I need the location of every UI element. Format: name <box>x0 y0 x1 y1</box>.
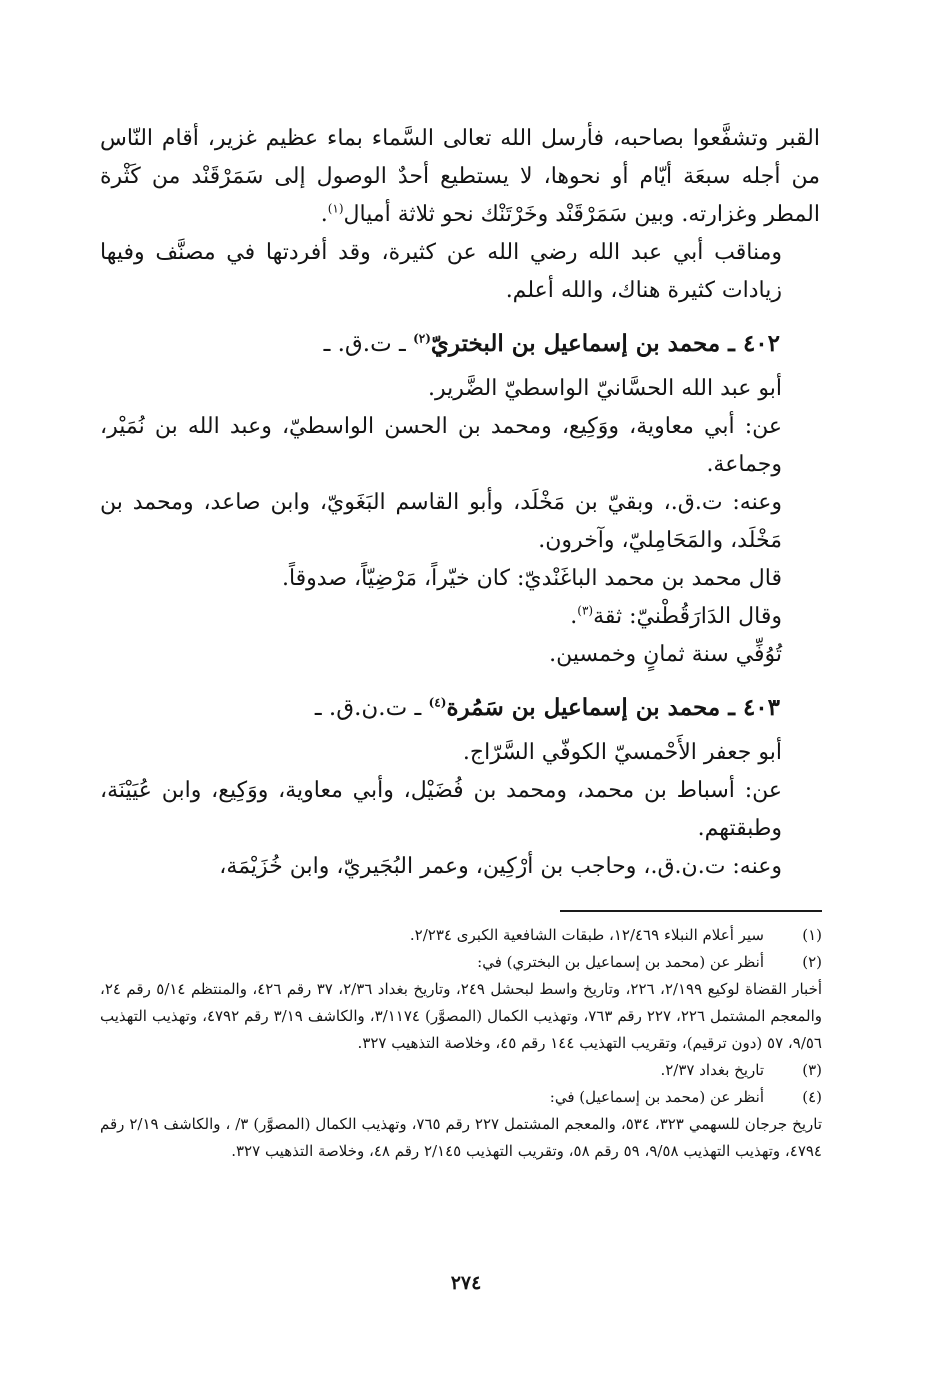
entry-402-heading: ٤٠٢ ـ محمد بن إسماعيل بن البختريّ$^{(٢)}$ ـ ت.ق. ـ <box>323 330 780 357</box>
footnote-4: (٤)أنظر عن (محمد بن إسماعيل) في: <box>549 1088 822 1106</box>
entry-402-students: وعنه: ت.ق.، وبقيّ بن مَخْلَد، وأبو القاسم البَغَويّ، وابن صاعد، ومحمد بن مَخْلَد، والمَحَامِليّ، وآخرون. <box>100 490 782 553</box>
footnote-2: (٢)أنظر عن (محمد بن إسماعيل بن البختري) في: <box>477 953 822 971</box>
footnote-4-sources: تاريخ جرجان للسهمي ٣٢٣، ٥٣٤، والمعجم المشتمل ٢٢٧ رقم ٧٦٥، وتهذيب الكمال (المصوَّر) ٣/ ، والكاشف ٢/١٩ رقم ٤٧٩٤، وتهذيب التهذيب ٩/٥٨، ٥٩ رقم ٥٨، وتقريب التهذيب ٢/١٤٥ رقم ٤٨، وخلاصة التذهيب ٣٢٧. <box>100 1115 822 1160</box>
entry-403-teachers: عن: أسباط بن محمد، ومحمد بن فُضَيْل، وأبي معاوية، ووَكِيع، وابن عُيَيْنَة، وطبقتهم. <box>100 778 782 841</box>
entry-402-quote-daraqutni: وقال الدَارَقُطْنيّ: ثقة$^{(٣)}$. <box>570 603 782 629</box>
footnote-3: (٣)تاريخ بغداد ٢/٣٧. <box>660 1061 822 1079</box>
entry-403-kunya: أبو جعفر الأَحْمسيّ الكوفّي السَّرّاج. <box>462 740 782 765</box>
footnote-ref-4: (٤) <box>428 695 447 710</box>
entry-403-heading: ٤٠٣ ـ محمد بن إسماعيل بن سَمُرة$^{(٤)}$ ـ ت.ن.ق. ـ <box>314 694 780 721</box>
footnote-ref-1: (١) <box>327 201 344 216</box>
footnotes <box>100 922 822 1165</box>
entry-403-students: وعنه: ت.ن.ق.، وحاجب بن أرْكِين، وعمر البُجَيريّ، وابن خُزَيْمَة، <box>219 854 782 879</box>
entry-402-kunya: أبو عبد الله الحسَّانيّ الواسطيّ الضَّرير. <box>428 376 782 401</box>
page-number: ٢٧٤ <box>450 1272 482 1294</box>
footnote-1: (١)سير أعلام النبلاء ١٢/٤٦٩، طبقات الشافعية الكبرى ٢/٢٣٤. <box>409 926 822 944</box>
paragraph-manaqib: ومناقب أبي عبد الله رضي الله عن كثيرة، وقد أفردتها في مصنَّف وفيها زيادات كثيرة هناك، والله أعلم. <box>100 240 782 303</box>
entry-402-teachers: عن: أبي معاوية، ووَكِيع، ومحمد بن الحسن الواسطيّ، وعبد الله بن نُمَيْر، وجماعة. <box>100 414 782 477</box>
footnote-ref-3: (٣) <box>577 603 594 618</box>
paragraph-continuation: القبر وتشفَّعوا بصاحبه، فأرسل الله تعالى السَّماء بماء عظيم غزير، أقام النّاس من أجله سبعَة أيّام أو نحوها، لا يستطيع أحدٌ الوصول إلى سَمَرْقَنْد من كَثْرة المطر وغزارته. وبين سَمَرْقَنْد وخَرْتَنْك نحو ثلاثة أميال$^{(١)}$. <box>100 126 820 227</box>
entry-402-quote-baghandi: قال محمد بن محمد الباغَنْديّ: كان خيّراً، مَرْضِيّاً، صدوقاً. <box>281 566 782 591</box>
entry-402-death: تُوُفِّي سنة ثمانٍ وخمسين. <box>549 642 782 667</box>
footnote-ref-2: (٢) <box>413 331 431 346</box>
footnote-2-sources: أخبار القضاة لوكيع ٢/١٩٩، ٢٢٦، وتاريخ واسط لبحشل ٢٤٩، وتاريخ بغداد ٢/٣٦، ٣٧ رقم ٤٢٦، والمنتظم ٥/١٤ رقم ٢٤، والمعجم المشتمل ٢٢٦، ٢٢٧ رقم ٧٦٣، وتهذيب الكمال (المصوَّر) ٣/١١٧٤، والكاشف ٣/١٩ رقم ٤٧٩٢، وتهذيب التهذيب ٩/٥٦، ٥٧ (دون ترقيم)، وتقريب التهذيب ١٤٤ رقم ٤٥، وخلاصة التذهيب ٣٢٧. <box>100 980 823 1052</box>
footnote-separator <box>560 910 822 912</box>
main-text <box>100 120 820 886</box>
